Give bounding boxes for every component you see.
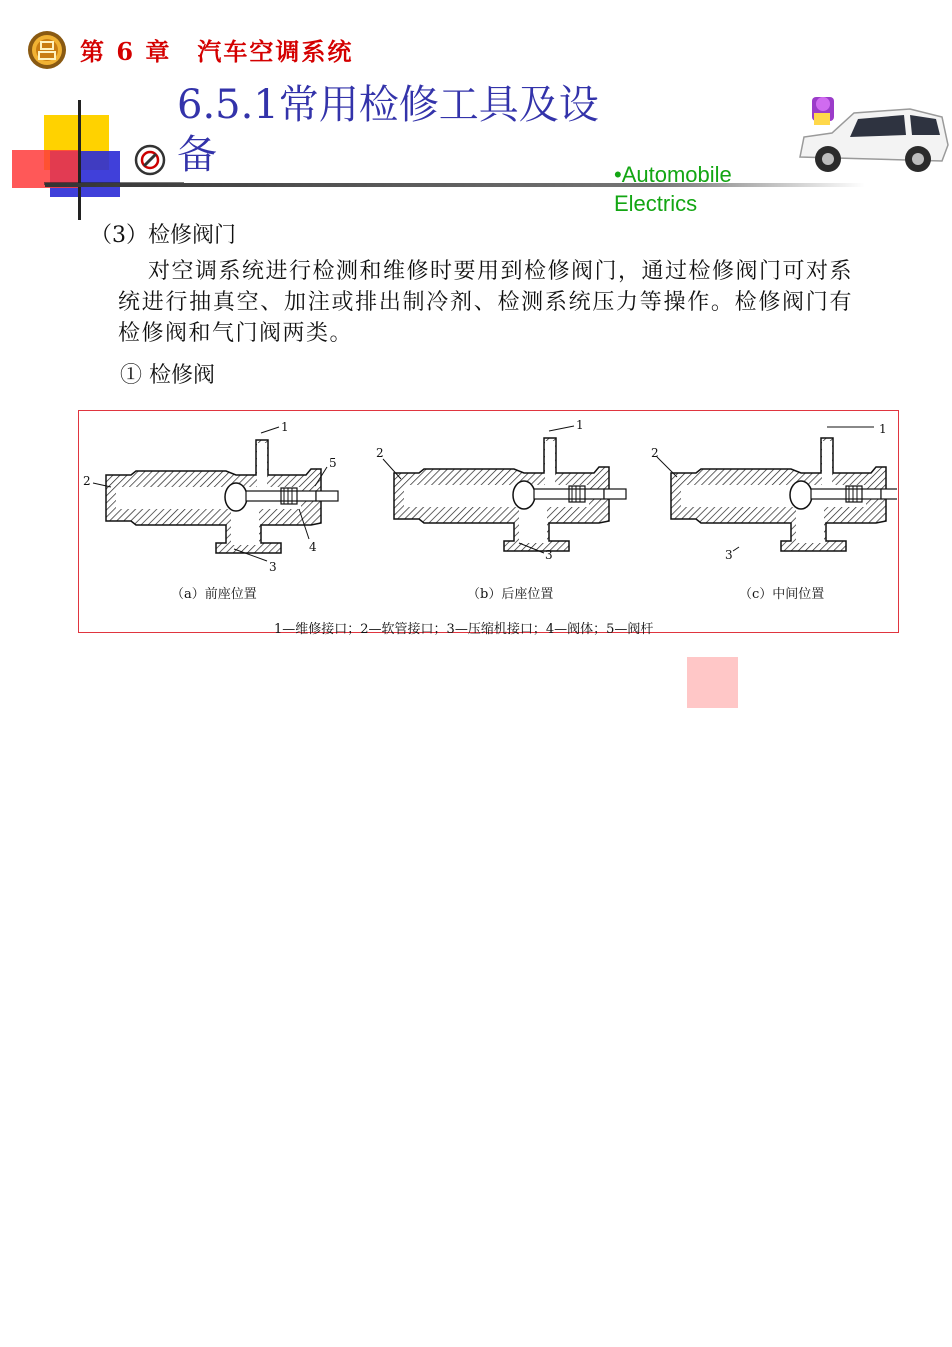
callout-2b: 2: [376, 446, 384, 460]
section-bullet-icon: [134, 144, 166, 176]
callout-1c: 1: [879, 422, 887, 436]
caption-middle: （c）中间位置: [739, 587, 825, 602]
car-clipart-icon: [792, 95, 952, 180]
subject-tag: [614, 160, 774, 218]
callout-1b: 1: [576, 418, 584, 432]
callout-2c: 2: [651, 446, 659, 460]
section-title: 6.5.1常用检修工具及设备: [177, 82, 599, 178]
callout-3a: 3: [269, 560, 277, 574]
subject-tag-line1: •Automobile: [614, 162, 732, 187]
callout-4a: 4: [309, 540, 317, 554]
valve-diagram-c: [671, 438, 897, 551]
callout-3b: 3: [545, 548, 553, 562]
chapter-logo-icon: [27, 30, 67, 70]
valve-figure: [78, 410, 899, 637]
valve-diagram-b: [394, 438, 626, 551]
caption-front-seat: （a）前座位置: [171, 587, 257, 602]
callout-2a: 2: [83, 474, 91, 488]
valve-diagram-a: [106, 440, 338, 553]
callout-3c: 3: [725, 548, 733, 562]
sub-heading: （3）检修阀门: [90, 223, 236, 248]
body-paragraph: 对空调系统进行检测和维修时要用到检修阀门，通过检修阀门可对系统进行抽真空、加注或排出制冷剂、检测系统压力等操作。检修阀门有检修阀和气门阀两类。: [118, 259, 854, 346]
callout-5a: 5: [329, 456, 337, 470]
subject-tag-line2: Electrics: [614, 191, 698, 216]
decorative-block: [687, 657, 738, 708]
callout-1a: 1: [281, 420, 289, 434]
item-heading: ① 检修阀: [120, 363, 215, 388]
chapter-title: 第 6 章 汽车空调系统: [80, 37, 354, 66]
figure-legend: 1—维修接口；2—软管接口；3—压缩机接口；4—阀体；5—阀杆: [274, 622, 654, 637]
caption-back-seat: （b）后座位置: [467, 587, 554, 602]
